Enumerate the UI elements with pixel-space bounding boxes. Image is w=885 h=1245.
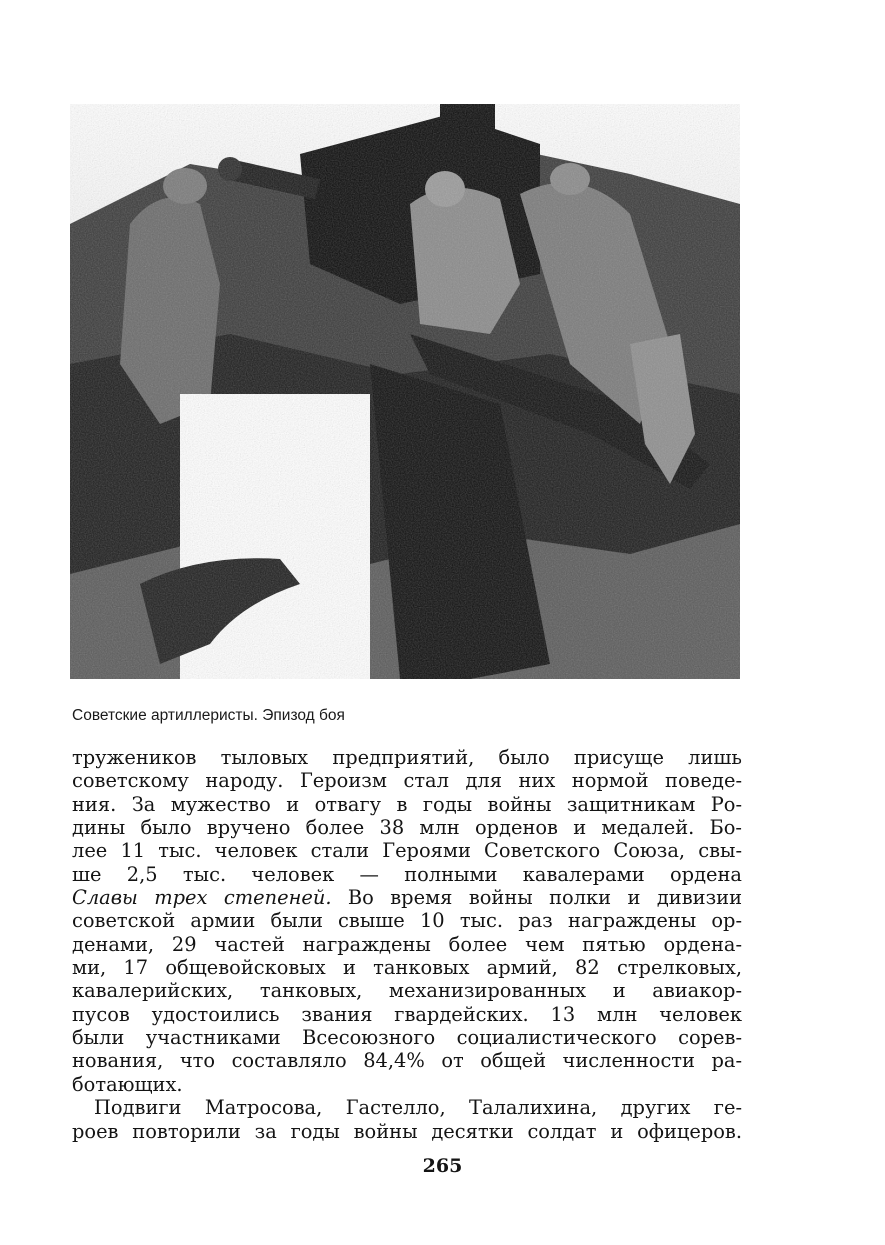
text-line: денами, 29 частей награждены более чем пятью ордена- <box>72 932 742 956</box>
body-text <box>72 746 742 1143</box>
italic-phrase: Славы трех степеней. <box>72 886 332 910</box>
text-line: нования, что составляло 84,4% от общей численности ра- <box>72 1049 742 1073</box>
text-line-rest: Во время войны полки и дивизии <box>331 886 742 910</box>
text-line: Подвиги Матросова, Гастелло, Талалихина, других ге- <box>94 1096 742 1120</box>
text-line: ми, 17 общевойсковых и танковых армий, 82 стрелковых, <box>72 956 742 980</box>
text-line: были участниками Всесоюзного социалистического сорев- <box>72 1026 742 1050</box>
text-line: кавалерийских, танковых, механизированных и авиакор- <box>72 979 742 1003</box>
text-line: пусов удостоились звания гвардейских. 13 млн человек <box>72 1002 742 1026</box>
text-line: ше 2,5 тыс. человек — полными кавалерами ордена <box>72 862 742 886</box>
page-number: 265 <box>422 1155 463 1177</box>
text-line: советской армии были свыше 10 тыс. раз награждены ор- <box>72 909 742 933</box>
text-line-mixed <box>72 886 742 909</box>
text-line: лее 11 тыс. человек стали Героями Советского Союза, свы- <box>72 839 742 863</box>
photo-caption: Советские артиллеристы. Эпизод боя <box>72 707 345 724</box>
photo-soviet-artillerymen <box>70 104 740 679</box>
text-line: ния. За мужество и отвагу в годы войны защитникам Ро- <box>72 792 742 816</box>
text-line: советскому народу. Героизм стал для них нормой поведе- <box>72 769 742 793</box>
text-line: тружеников тыловых предприятий, было присуще лишь <box>72 746 742 769</box>
text-line: роев повторили за годы войны десятки солдат и офицеров. <box>72 1119 742 1143</box>
text-line: ботающих. <box>72 1072 183 1096</box>
text-line: дины было вручено более 38 млн орденов и медалей. Бо- <box>72 816 742 840</box>
